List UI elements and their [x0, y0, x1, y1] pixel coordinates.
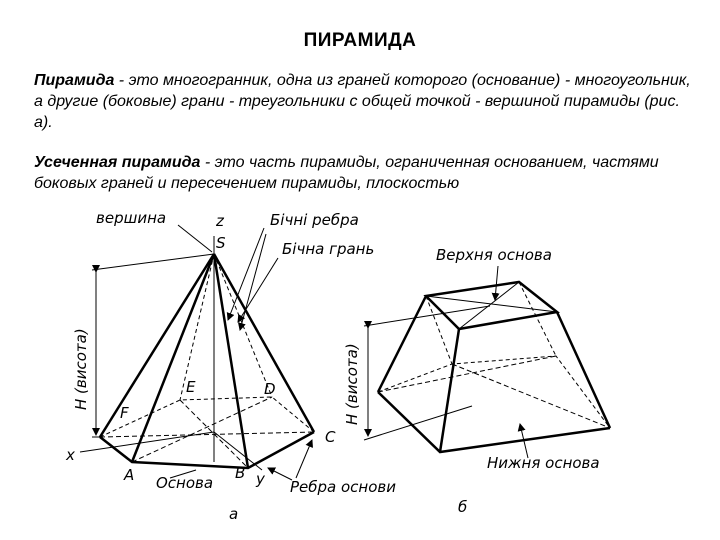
lateral-edge-SA: [132, 254, 214, 462]
pyramid-term: Пирамида: [34, 72, 115, 89]
label-base: Основа: [156, 474, 214, 492]
caption-b: б: [458, 498, 468, 516]
point-D-label: D: [264, 380, 276, 398]
bottom-base-visible: [378, 392, 610, 452]
axis-y-label: y: [256, 470, 265, 488]
axis-z-label: z: [216, 212, 224, 230]
label-base-edges: Ребра основи: [290, 478, 397, 496]
label-lateral-face: Бічна грань: [282, 240, 375, 258]
label-apex: вершина: [96, 209, 167, 227]
label-top-base: Верхня основа: [436, 246, 552, 264]
axis-x-label: x: [66, 446, 75, 464]
figure-b-labels: [343, 246, 600, 516]
figure-b-truncated-pyramid: [364, 266, 610, 458]
label-height-b: H (висота): [343, 343, 361, 425]
point-F-label: F: [120, 404, 129, 422]
label-height-a: H (висота): [72, 328, 90, 410]
base-hidden-edges: [100, 397, 314, 437]
lateral-edge-SF: [100, 254, 214, 437]
point-A-label: A: [124, 466, 135, 484]
base-visible-edges: [100, 432, 314, 468]
point-S-label: S: [216, 234, 226, 252]
point-C-label: C: [325, 428, 336, 446]
truncated-pyramid-term: Усеченная пирамида: [34, 154, 201, 171]
label-lateral-edges: Бічні ребра: [270, 211, 359, 229]
top-base: [426, 282, 557, 329]
page-title: ПИРАМИДА: [303, 30, 417, 51]
point-E-label: E: [186, 378, 196, 396]
truncated-pyramid-definition-text: - это часть пирамиды, ограниченная основанием, частями боковых граней и пересечением пирамиды, плоскостью: [34, 154, 659, 192]
point-B-label: B: [235, 464, 246, 482]
label-bottom-base: Нижня основа: [487, 454, 600, 472]
pyramid-definition-text: - это многогранник, одна из граней которого (основание) - многоугольник, а другие (боковые) грани - треугольники с общей точкой - вершиной пирамиды (рис. а).: [34, 72, 691, 131]
figure-a-pyramid: [80, 225, 314, 480]
caption-a: а: [229, 505, 239, 523]
